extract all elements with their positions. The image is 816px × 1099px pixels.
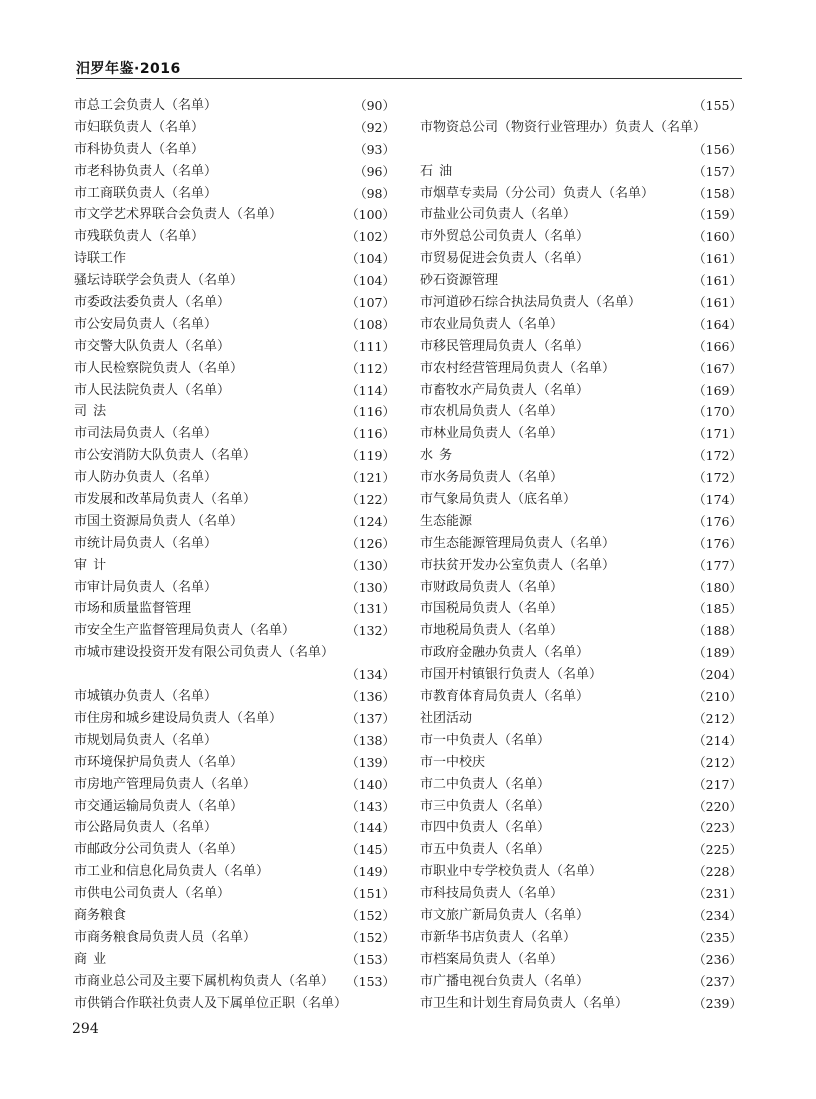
toc-entry — [74, 817, 395, 839]
toc-entry-page: （134） — [346, 667, 395, 683]
toc-entry-page: （169） — [693, 382, 742, 398]
toc-entry-title: 市烟草专卖局（分公司）负责人（名单） — [420, 185, 655, 201]
toc-entry-title: 市河道砂石综合执法局负责人（名单） — [420, 295, 642, 311]
toc-entry-title: 市委政法委负责人（名单） — [74, 295, 231, 311]
toc-entry — [74, 117, 395, 139]
toc-entry — [420, 708, 742, 730]
toc-entry-page: （166） — [693, 338, 742, 354]
toc-entry-title: 市统计局负责人（名单） — [74, 535, 218, 551]
toc-entry — [74, 511, 395, 533]
toc-entry-title: 市三中负责人（名单） — [420, 798, 551, 814]
toc-entry-title: 市交通运输局负责人（名单） — [74, 798, 244, 814]
toc-entry-page: （235） — [693, 929, 742, 945]
toc-entry-title: 市残联负责人（名单） — [74, 229, 205, 245]
toc-entry — [420, 752, 742, 774]
toc-entry-page: （104） — [346, 251, 395, 267]
toc-entry-title: 市一中负责人（名单） — [420, 732, 551, 748]
toc-entry-title: 市公路局负责人（名单） — [74, 820, 218, 836]
toc-entry — [420, 95, 742, 117]
toc-entry-title: 市规划局负责人（名单） — [74, 732, 218, 748]
toc-entry-title: 市公安消防大队负责人（名单） — [74, 448, 257, 464]
toc-entry — [420, 270, 742, 292]
toc-entry-page: （136） — [346, 689, 395, 705]
toc-entry — [420, 533, 742, 555]
toc-entry-title: 市审计局负责人（名单） — [74, 579, 218, 595]
toc-entry-title: 商务粮食 — [74, 907, 127, 923]
toc-entry — [74, 664, 395, 686]
toc-entry-title: 市商务粮食局负责人员（名单） — [74, 929, 257, 945]
toc-entry-title: 石 油 — [420, 163, 454, 179]
toc-entry-title: 市新华书店负责人（名单） — [420, 929, 577, 945]
toc-entry — [420, 686, 742, 708]
toc-entry-title: 市住房和城乡建设局负责人（名单） — [74, 710, 283, 726]
toc-entry-title: 审 计 — [74, 557, 108, 573]
toc-entry-page: （104） — [346, 273, 395, 289]
toc-entry — [420, 489, 742, 511]
toc-entry-title: 市一中校庆 — [420, 754, 486, 770]
toc-column-right — [420, 95, 742, 1014]
toc-entry-title: 市房地产管理局负责人（名单） — [74, 776, 257, 792]
toc-entry-page: （156） — [693, 141, 742, 157]
toc-entry — [420, 467, 742, 489]
toc-entry-title: 市国土资源局负责人（名单） — [74, 513, 244, 529]
toc-entry-page: （164） — [693, 316, 742, 332]
toc-entry — [74, 642, 395, 664]
toc-entry — [420, 358, 742, 380]
toc-entry-title: 市气象局负责人（底名单） — [420, 492, 577, 508]
toc-entry-page: （130） — [346, 557, 395, 573]
toc-entry-page: （236） — [693, 951, 742, 967]
toc-entry — [74, 248, 395, 270]
toc-entry-page: （119） — [346, 448, 395, 464]
toc-entry-page: （161） — [693, 251, 742, 267]
toc-entry-title: 市工业和信息化局负责人（名单） — [74, 864, 270, 880]
toc-entry-title: 市盐业公司负责人（名单） — [420, 207, 577, 223]
toc-entry — [74, 183, 395, 205]
toc-entry — [74, 467, 395, 489]
toc-entry-title: 市城市建设投资开发有限公司负责人（名单） — [74, 645, 335, 661]
toc-entry — [74, 598, 395, 620]
toc-entry-page: （159） — [693, 207, 742, 223]
toc-entry — [420, 796, 742, 818]
toc-entry — [74, 139, 395, 161]
toc-entry-title: 市四中负责人（名单） — [420, 820, 551, 836]
toc-entry — [74, 861, 395, 883]
toc-entry — [420, 511, 742, 533]
toc-entry-title: 市林业局负责人（名单） — [420, 426, 564, 442]
toc-entry — [420, 839, 742, 861]
toc-entry-title: 市财政局负责人（名单） — [420, 579, 564, 595]
toc-entry-page: （225） — [693, 842, 742, 858]
toc-entry — [74, 774, 395, 796]
toc-entry — [74, 555, 395, 577]
toc-entry-page: （212） — [693, 710, 742, 726]
toc-entry — [74, 445, 395, 467]
toc-entry-page: （177） — [693, 557, 742, 573]
toc-entry — [74, 620, 395, 642]
toc-entry-title: 市发展和改革局负责人（名单） — [74, 492, 257, 508]
toc-entry-title: 市二中负责人（名单） — [420, 776, 551, 792]
toc-entry — [74, 423, 395, 445]
toc-entry-title: 市外贸总公司负责人（名单） — [420, 229, 590, 245]
toc-entry-title: 市供电公司负责人（名单） — [74, 886, 231, 902]
toc-entry-title: 水 务 — [420, 448, 454, 464]
toc-entry-page: （132） — [346, 623, 395, 639]
toc-entry — [420, 730, 742, 752]
toc-entry-title: 市邮政分公司负责人（名单） — [74, 842, 244, 858]
toc-entry-page: （188） — [693, 623, 742, 639]
toc-entry-page: （157） — [693, 163, 742, 179]
toc-entry-page: （111） — [346, 338, 395, 354]
toc-entry-title: 市农机局负责人（名单） — [420, 404, 564, 420]
toc-entry-title: 市水务局负责人（名单） — [420, 470, 564, 486]
toc-entry — [420, 949, 742, 971]
toc-entry-title: 市人民法院负责人（名单） — [74, 382, 231, 398]
toc-entry-page: （107） — [346, 295, 395, 311]
toc-entry-page: （96） — [354, 163, 395, 179]
toc-entry — [74, 577, 395, 599]
toc-entry — [420, 248, 742, 270]
toc-entry-page: （116） — [346, 426, 395, 442]
toc-entry — [74, 730, 395, 752]
toc-entry-page: （171） — [693, 426, 742, 442]
toc-entry — [420, 183, 742, 205]
toc-entry-title: 市国税局负责人（名单） — [420, 601, 564, 617]
toc-entry — [420, 664, 742, 686]
toc-entry-title: 市移民管理局负责人（名单） — [420, 338, 590, 354]
toc-entry-page: （121） — [346, 470, 395, 486]
toc-entry — [74, 380, 395, 402]
toc-entry — [420, 993, 742, 1015]
page-number: 294 — [72, 1021, 99, 1037]
toc-entry-title: 市文学艺术界联合会负责人（名单） — [74, 207, 283, 223]
toc-entry-title: 商 业 — [74, 951, 108, 967]
toc-entry-title: 市国开村镇银行负责人（名单） — [420, 667, 603, 683]
toc-entry-page: （122） — [346, 492, 395, 508]
toc-entry-page: （145） — [346, 842, 395, 858]
toc-entry-title: 市生态能源管理局负责人（名单） — [420, 535, 616, 551]
toc-entry-title: 市教育体育局负责人（名单） — [420, 689, 590, 705]
toc-entry — [420, 117, 742, 139]
toc-entry-title: 市商业总公司及主要下属机构负责人（名单） — [74, 973, 335, 989]
toc-entry — [420, 292, 742, 314]
toc-entry-title: 市科技局负责人（名单） — [420, 886, 564, 902]
toc-entry — [74, 161, 395, 183]
toc-entry-title: 市场和质量监督管理 — [74, 601, 192, 617]
toc-entry-page: （137） — [346, 710, 395, 726]
toc-entry — [420, 314, 742, 336]
toc-entry-page: （160） — [693, 229, 742, 245]
toc-entry-page: （152） — [346, 929, 395, 945]
toc-entry — [74, 270, 395, 292]
toc-entry-page: （180） — [693, 579, 742, 595]
toc-entry-title: 市城镇办负责人（名单） — [74, 689, 218, 705]
toc-entry-title: 市环境保护局负责人（名单） — [74, 754, 244, 770]
toc-entry — [74, 796, 395, 818]
toc-entry-title: 诗联工作 — [74, 251, 127, 267]
running-header — [76, 58, 742, 79]
toc-entry-page: （151） — [346, 886, 395, 902]
toc-entry — [74, 839, 395, 861]
toc-entry — [420, 204, 742, 226]
toc-entry — [420, 861, 742, 883]
toc-entry-page: （140） — [346, 776, 395, 792]
toc-entry — [420, 139, 742, 161]
toc-entry-title: 市农村经营管理局负责人（名单） — [420, 360, 616, 376]
toc-entry-page: （124） — [346, 513, 395, 529]
toc-entry — [420, 445, 742, 467]
toc-entry-title: 骚坛诗联学会负责人（名单） — [74, 273, 244, 289]
toc-entry-page: （153） — [346, 973, 395, 989]
toc-entry-title: 市职业中专学校负责人（名单） — [420, 864, 603, 880]
toc-entry — [420, 620, 742, 642]
toc-entry-page: （161） — [693, 273, 742, 289]
toc-entry-title: 市农业局负责人（名单） — [420, 316, 564, 332]
toc-entry-title: 市交警大队负责人（名单） — [74, 338, 231, 354]
toc-entry — [420, 817, 742, 839]
toc-entry-page: （126） — [346, 535, 395, 551]
toc-entry — [420, 905, 742, 927]
toc-entry-title: 市广播电视台负责人（名单） — [420, 973, 590, 989]
toc-entry-page: （152） — [346, 907, 395, 923]
toc-entry-page: （114） — [346, 382, 395, 398]
toc-entry-page: （234） — [693, 907, 742, 923]
toc-entry — [74, 489, 395, 511]
toc-entry-title: 市科协负责人（名单） — [74, 141, 205, 157]
toc-entry-page: （155） — [693, 98, 742, 113]
toc-entry — [74, 204, 395, 226]
toc-entry-page: （231） — [693, 886, 742, 902]
toc-entry-title: 市总工会负责人（名单） — [74, 98, 218, 113]
toc-entry-page: （149） — [346, 864, 395, 880]
toc-entry-title: 市卫生和计划生育局负责人（名单） — [420, 995, 629, 1011]
toc-entry-title: 市安全生产监督管理局负责人（名单） — [74, 623, 296, 639]
toc-entry-page: （130） — [346, 579, 395, 595]
toc-entry-page: （100） — [346, 207, 395, 223]
toc-entry — [420, 401, 742, 423]
toc-entry — [74, 533, 395, 555]
toc-entry-page: （170） — [693, 404, 742, 420]
toc-entry — [74, 401, 395, 423]
toc-entry-title: 市贸易促进会负责人（名单） — [420, 251, 590, 267]
toc-entry — [420, 642, 742, 664]
toc-entry-title: 生态能源 — [420, 513, 473, 529]
toc-entry — [74, 226, 395, 248]
toc-entry-title: 司 法 — [74, 404, 108, 420]
toc-entry-page: （92） — [354, 119, 395, 135]
toc-entry-title: 市人民检察院负责人（名单） — [74, 360, 244, 376]
toc-entry-page: （98） — [354, 185, 395, 201]
toc-entry-page: （112） — [346, 360, 395, 376]
toc-entry — [420, 774, 742, 796]
toc-entry-page: （138） — [346, 732, 395, 748]
toc-entry — [420, 336, 742, 358]
toc-entry-title: 市扶贫开发办公室负责人（名单） — [420, 557, 616, 573]
toc-entry — [420, 577, 742, 599]
toc-entry-page: （144） — [346, 820, 395, 836]
toc-entry — [74, 993, 395, 1015]
toc-entry-page: （116） — [346, 404, 395, 420]
toc-entry-page: （93） — [354, 141, 395, 157]
toc-entry — [420, 883, 742, 905]
toc-entry-title: 市档案局负责人（名单） — [420, 951, 564, 967]
toc-entry-page: （176） — [693, 513, 742, 529]
toc-entry-title: 市畜牧水产局负责人（名单） — [420, 382, 590, 398]
toc-entry-title: 市工商联负责人（名单） — [74, 185, 218, 201]
toc-entry-title: 社团活动 — [420, 710, 473, 726]
toc-entry-page: （139） — [346, 754, 395, 770]
toc-entry — [420, 423, 742, 445]
publication-title: 汨罗年鉴·2016 — [76, 61, 181, 77]
toc-entry-page: （185） — [693, 601, 742, 617]
toc-entry-page: （204） — [693, 667, 742, 683]
toc-entry — [74, 336, 395, 358]
toc-entry-page: （108） — [346, 316, 395, 332]
toc-entry-title: 砂石资源管理 — [420, 273, 499, 289]
toc-entry-page: （217） — [693, 776, 742, 792]
toc-entry-page: （90） — [354, 98, 395, 113]
toc-entry-title: 市五中负责人（名单） — [420, 842, 551, 858]
toc-entry — [420, 226, 742, 248]
toc-entry — [74, 292, 395, 314]
toc-entry-page: （189） — [693, 645, 742, 661]
toc-entry — [74, 708, 395, 730]
toc-entry — [420, 161, 742, 183]
toc-entry-page: （220） — [693, 798, 742, 814]
toc-entry-page: （237） — [693, 973, 742, 989]
toc-entry-page: （174） — [693, 492, 742, 508]
toc-entry-page: （228） — [693, 864, 742, 880]
toc-entry-page: （223） — [693, 820, 742, 836]
toc-entry-title: 市人防办负责人（名单） — [74, 470, 218, 486]
toc-entry-title: 市老科协负责人（名单） — [74, 163, 218, 179]
toc-entry-title: 市公安局负责人（名单） — [74, 316, 218, 332]
toc-entry-page: （131） — [346, 601, 395, 617]
toc-entry-page: （158） — [693, 185, 742, 201]
toc-entry-title: 市司法局负责人（名单） — [74, 426, 218, 442]
toc-entry — [74, 314, 395, 336]
toc-entry — [74, 883, 395, 905]
toc-entry — [74, 358, 395, 380]
toc-entry-page: （167） — [693, 360, 742, 376]
toc-entry-page: （212） — [693, 754, 742, 770]
toc-entry — [74, 686, 395, 708]
toc-entry — [420, 927, 742, 949]
toc-entry-page: （143） — [346, 798, 395, 814]
toc-entry-page: （214） — [693, 732, 742, 748]
toc-entry — [74, 752, 395, 774]
toc-entry-title: 市物资总公司（物资行业管理办）负责人（名单） — [420, 119, 707, 135]
toc-entry — [74, 905, 395, 927]
toc-entry — [420, 598, 742, 620]
toc-entry-title: 市文旅广新局负责人（名单） — [420, 907, 590, 923]
toc-entry-title: 市妇联负责人（名单） — [74, 119, 205, 135]
toc-entry-page: （102） — [346, 229, 395, 245]
toc-entry-page: （172） — [693, 470, 742, 486]
toc-entry-title: 市政府金融办负责人（名单） — [420, 645, 590, 661]
toc-entry-page: （161） — [693, 295, 742, 311]
toc-entry-page: （172） — [693, 448, 742, 464]
toc-column-left — [74, 95, 395, 1014]
toc-entry — [74, 95, 395, 117]
toc-entry-page: （239） — [693, 995, 742, 1011]
toc-entry — [74, 949, 395, 971]
toc-entry-title: 市地税局负责人（名单） — [420, 623, 564, 639]
toc-entry — [74, 971, 395, 993]
toc-entry — [420, 555, 742, 577]
toc-entry-page: （176） — [693, 535, 742, 551]
toc-entry-page: （210） — [693, 689, 742, 705]
toc-entry-page: （153） — [346, 951, 395, 967]
toc-entry-title: 市供销合作联社负责人及下属单位正职（名单） — [74, 995, 348, 1011]
toc-entry — [74, 927, 395, 949]
toc-entry — [420, 380, 742, 402]
toc-entry — [420, 971, 742, 993]
